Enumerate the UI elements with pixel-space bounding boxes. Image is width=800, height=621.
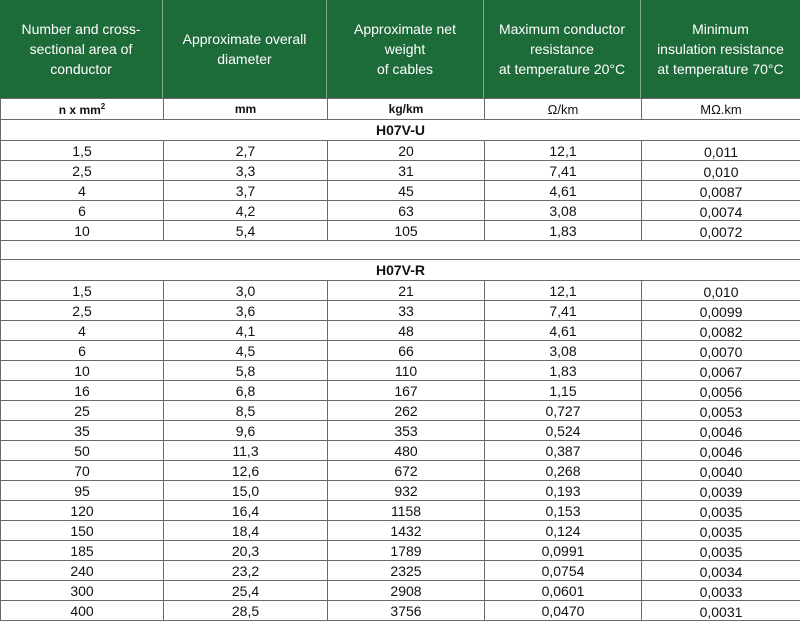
cell-resistance: 4,61 xyxy=(485,181,642,201)
table-row xyxy=(1,381,800,401)
unit-weight: kg/km xyxy=(328,99,485,120)
cell-resistance: 1,83 xyxy=(485,361,642,381)
cell-weight: 31 xyxy=(328,161,485,181)
cell-weight: 353 xyxy=(328,421,485,441)
cell-weight: 110 xyxy=(328,361,485,381)
header-overall-diameter: Approximate overall diameter xyxy=(163,0,327,98)
cell-insulation: 0,0040 xyxy=(642,461,800,481)
cell-resistance: 0,727 xyxy=(485,401,642,421)
cell-weight: 66 xyxy=(328,341,485,361)
spacer-row xyxy=(1,241,800,260)
cell-resistance: 0,0754 xyxy=(485,561,642,581)
unit-diameter: mm xyxy=(164,99,328,120)
cell-insulation: 0,0074 xyxy=(642,201,800,221)
header-conductor-area: Number and cross- sectional area of conductor xyxy=(0,0,163,98)
cell-insulation: 0,0046 xyxy=(642,441,800,461)
cell-weight: 262 xyxy=(328,401,485,421)
unit-insulation: MΩ.km xyxy=(642,99,800,120)
table-row xyxy=(1,281,800,301)
cell-diameter: 5,4 xyxy=(164,221,328,241)
table-row xyxy=(1,481,800,501)
table-row xyxy=(1,201,800,221)
cell-resistance: 0,524 xyxy=(485,421,642,441)
cell-conductor-area: 300 xyxy=(1,581,164,601)
cell-insulation: 0,0033 xyxy=(642,581,800,601)
header-net-weight: Approximate net weight of cables xyxy=(327,0,484,98)
table-row xyxy=(1,521,800,541)
cell-weight: 21 xyxy=(328,281,485,301)
cell-weight: 3756 xyxy=(328,601,485,621)
cell-weight: 1789 xyxy=(328,541,485,561)
cell-weight: 932 xyxy=(328,481,485,501)
cell-conductor-area: 4 xyxy=(1,321,164,341)
cell-diameter: 8,5 xyxy=(164,401,328,421)
cell-diameter: 4,5 xyxy=(164,341,328,361)
cell-diameter: 25,4 xyxy=(164,581,328,601)
cell-insulation: 0,0053 xyxy=(642,401,800,421)
cell-conductor-area: 4 xyxy=(1,181,164,201)
cell-conductor-area: 400 xyxy=(1,601,164,621)
section-title-row xyxy=(1,260,800,281)
cell-diameter: 4,1 xyxy=(164,321,328,341)
cell-weight: 45 xyxy=(328,181,485,201)
cell-conductor-area: 120 xyxy=(1,501,164,521)
table-row xyxy=(1,161,800,181)
unit-resistance: Ω/km xyxy=(485,99,642,120)
section-title-row xyxy=(1,120,800,141)
cell-resistance: 7,41 xyxy=(485,161,642,181)
cell-conductor-area: 150 xyxy=(1,521,164,541)
cell-conductor-area: 185 xyxy=(1,541,164,561)
table-row xyxy=(1,181,800,201)
table-row xyxy=(1,581,800,601)
cell-resistance: 7,41 xyxy=(485,301,642,321)
cell-weight: 1432 xyxy=(328,521,485,541)
cell-conductor-area: 10 xyxy=(1,221,164,241)
section-title: H07V-R xyxy=(1,260,800,281)
table-row xyxy=(1,501,800,521)
cell-resistance: 0,124 xyxy=(485,521,642,541)
cell-insulation: 0,0099 xyxy=(642,301,800,321)
cell-resistance: 0,0470 xyxy=(485,601,642,621)
cell-weight: 1158 xyxy=(328,501,485,521)
cell-insulation: 0,0034 xyxy=(642,561,800,581)
cell-resistance: 12,1 xyxy=(485,141,642,161)
table-row xyxy=(1,221,800,241)
cell-insulation: 0,0072 xyxy=(642,221,800,241)
cell-insulation: 0,0039 xyxy=(642,481,800,501)
cell-diameter: 16,4 xyxy=(164,501,328,521)
table-row xyxy=(1,141,800,161)
section-title: H07V-U xyxy=(1,120,800,141)
cell-resistance: 0,268 xyxy=(485,461,642,481)
cable-data-table xyxy=(0,98,800,621)
cell-insulation: 0,010 xyxy=(642,161,800,181)
cell-weight: 63 xyxy=(328,201,485,221)
cell-insulation: 0,0035 xyxy=(642,501,800,521)
cell-diameter: 3,3 xyxy=(164,161,328,181)
table-row xyxy=(1,561,800,581)
cell-conductor-area: 25 xyxy=(1,401,164,421)
table-row xyxy=(1,321,800,341)
cell-weight: 480 xyxy=(328,441,485,461)
cell-diameter: 23,2 xyxy=(164,561,328,581)
cell-diameter: 9,6 xyxy=(164,421,328,441)
cell-insulation: 0,0082 xyxy=(642,321,800,341)
cell-conductor-area: 240 xyxy=(1,561,164,581)
cell-diameter: 3,6 xyxy=(164,301,328,321)
header-conductor-resistance: Maximum conductor resistance at temperature 20°C xyxy=(484,0,641,98)
cell-diameter: 18,4 xyxy=(164,521,328,541)
cell-insulation: 0,010 xyxy=(642,281,800,301)
cell-conductor-area: 35 xyxy=(1,421,164,441)
cell-weight: 48 xyxy=(328,321,485,341)
cell-resistance: 0,0601 xyxy=(485,581,642,601)
table-row xyxy=(1,441,800,461)
cell-weight: 33 xyxy=(328,301,485,321)
cell-insulation: 0,0087 xyxy=(642,181,800,201)
cell-conductor-area: 6 xyxy=(1,201,164,221)
table-row xyxy=(1,401,800,421)
cell-conductor-area: 70 xyxy=(1,461,164,481)
table-row xyxy=(1,461,800,481)
cell-conductor-area: 10 xyxy=(1,361,164,381)
cell-resistance: 0,0991 xyxy=(485,541,642,561)
cell-diameter: 6,8 xyxy=(164,381,328,401)
cell-insulation: 0,011 xyxy=(642,141,800,161)
cell-resistance: 0,153 xyxy=(485,501,642,521)
cell-diameter: 11,3 xyxy=(164,441,328,461)
cell-diameter: 4,2 xyxy=(164,201,328,221)
cell-resistance: 3,08 xyxy=(485,341,642,361)
cell-weight: 105 xyxy=(328,221,485,241)
header-insulation-resistance: Minimum insulation resistance at temperature 70°C xyxy=(641,0,800,98)
cell-insulation: 0,0031 xyxy=(642,601,800,621)
cell-insulation: 0,0035 xyxy=(642,541,800,561)
cell-diameter: 3,7 xyxy=(164,181,328,201)
cell-insulation: 0,0070 xyxy=(642,341,800,361)
cell-diameter: 3,0 xyxy=(164,281,328,301)
cell-conductor-area: 1,5 xyxy=(1,141,164,161)
table-row xyxy=(1,601,800,621)
cell-weight: 2908 xyxy=(328,581,485,601)
table-row xyxy=(1,341,800,361)
unit-conductor-area xyxy=(1,99,164,120)
cell-diameter: 15,0 xyxy=(164,481,328,501)
unit-conductor-area-sup: 2 xyxy=(101,102,105,111)
cell-diameter: 2,7 xyxy=(164,141,328,161)
units-row xyxy=(1,99,800,120)
table-header xyxy=(0,0,800,98)
cell-resistance: 0,387 xyxy=(485,441,642,461)
cell-diameter: 20,3 xyxy=(164,541,328,561)
cell-conductor-area: 2,5 xyxy=(1,161,164,181)
table-row xyxy=(1,541,800,561)
cell-conductor-area: 2,5 xyxy=(1,301,164,321)
cell-conductor-area: 95 xyxy=(1,481,164,501)
cell-resistance: 1,15 xyxy=(485,381,642,401)
cell-resistance: 4,61 xyxy=(485,321,642,341)
table-row xyxy=(1,421,800,441)
spacer-cell xyxy=(1,241,800,260)
cell-resistance: 1,83 xyxy=(485,221,642,241)
cell-resistance: 0,193 xyxy=(485,481,642,501)
cell-weight: 672 xyxy=(328,461,485,481)
cell-resistance: 3,08 xyxy=(485,201,642,221)
cell-conductor-area: 6 xyxy=(1,341,164,361)
cell-resistance: 12,1 xyxy=(485,281,642,301)
cell-diameter: 28,5 xyxy=(164,601,328,621)
cell-insulation: 0,0067 xyxy=(642,361,800,381)
cell-insulation: 0,0035 xyxy=(642,521,800,541)
unit-conductor-area-text: n x mm xyxy=(59,103,101,117)
cell-diameter: 12,6 xyxy=(164,461,328,481)
cell-conductor-area: 16 xyxy=(1,381,164,401)
table-body xyxy=(1,99,800,621)
cell-weight: 2325 xyxy=(328,561,485,581)
cell-insulation: 0,0046 xyxy=(642,421,800,441)
cell-weight: 167 xyxy=(328,381,485,401)
cell-conductor-area: 1,5 xyxy=(1,281,164,301)
table-row xyxy=(1,361,800,381)
cell-weight: 20 xyxy=(328,141,485,161)
table-row xyxy=(1,301,800,321)
cell-diameter: 5,8 xyxy=(164,361,328,381)
cell-insulation: 0,0056 xyxy=(642,381,800,401)
cell-conductor-area: 50 xyxy=(1,441,164,461)
